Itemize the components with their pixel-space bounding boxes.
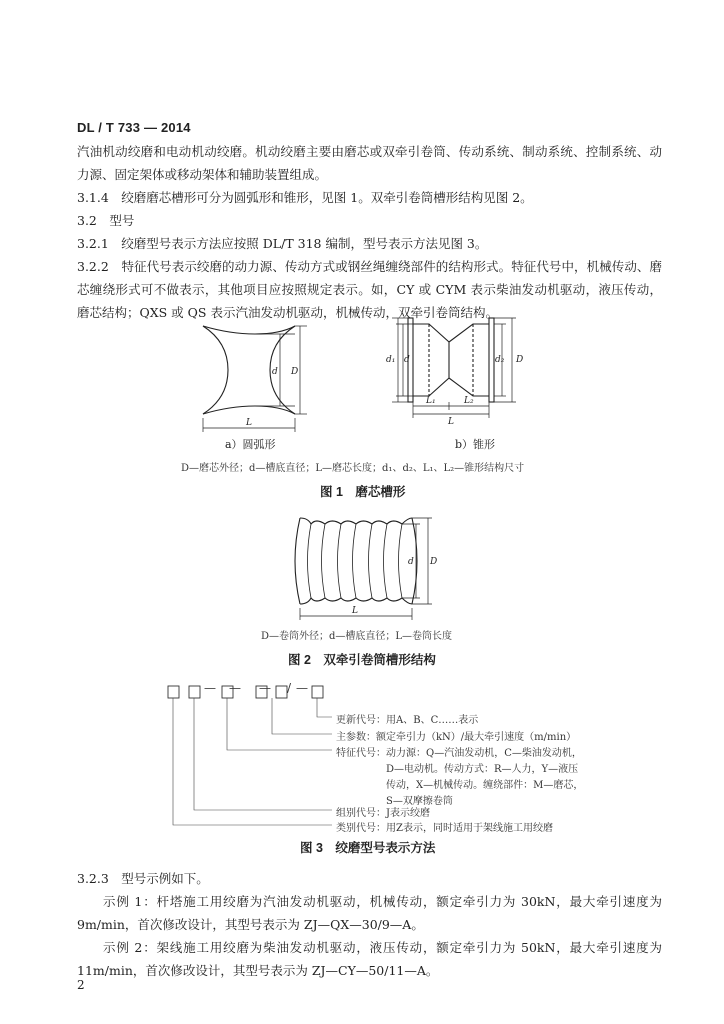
clause-3-2-3: 3.2.3 型号示例如下。 bbox=[77, 871, 209, 886]
fig1b-label-d1: d₁ bbox=[386, 355, 396, 365]
fig3-sep-2: — bbox=[229, 681, 241, 695]
drum-groove-shape bbox=[295, 518, 417, 604]
fig3-ann-feature-2: D—电动机。传动方式：R—人力，Y—液压 bbox=[386, 764, 579, 775]
fig3-sep-3: — bbox=[259, 681, 271, 695]
example-1: 示例 1：杆塔施工用绞磨为汽油发动机驱动，机械传动，额定牵引力为 30kN，最大牵引速度为 9m/min，首次修改设计，其型号表示为 ZJ—QX—30/9—A。 bbox=[77, 894, 662, 932]
document-header: DL / T 733 — 2014 bbox=[77, 120, 191, 135]
fig3-ann-feature: 特征代号：动力源：Q—汽油发动机，C—柴油发动机， bbox=[336, 748, 582, 759]
fig3-sep-slash: / bbox=[287, 681, 292, 695]
fig3-ann-feature-3: 传动，X—机械传动。缠绕部件：M—磨芯， bbox=[386, 780, 584, 791]
fig2-label-L: L bbox=[352, 606, 358, 616]
code-box-update bbox=[312, 686, 323, 698]
fig1a-label-d: d bbox=[272, 367, 278, 377]
fig1-sub-b: b）锥形 bbox=[455, 438, 496, 451]
code-box-group bbox=[189, 686, 200, 698]
fig3-ann-main-param: 主参数：额定牵引力（kN）/最大牵引速度（m/min） bbox=[336, 732, 577, 743]
figure2-drawing bbox=[280, 510, 450, 630]
fig3-ann-group: 组别代号：J表示绞磨 bbox=[336, 808, 431, 819]
fig1a-label-D: D bbox=[291, 367, 299, 377]
fig1-sub-a: a）圆弧形 bbox=[225, 438, 276, 451]
fig1-title: 图 1 磨芯槽形 bbox=[320, 485, 406, 499]
clause-3-2: 3.2 型号 bbox=[77, 213, 135, 228]
fig1-legend: D—磨芯外径；d—槽底直径；L—磨芯长度；d₁、d₂、L₁、L₂—锥形结构尺寸 bbox=[181, 463, 525, 474]
cone-core-shape bbox=[408, 318, 494, 402]
fig2-label-D: D bbox=[430, 557, 438, 567]
fig1a-label-L: L bbox=[246, 418, 252, 428]
page-number: 2 bbox=[77, 978, 85, 992]
arc-core-shape bbox=[203, 326, 295, 414]
fig3-ann-update: 更新代号：用A、B、C……表示 bbox=[336, 715, 479, 726]
fig1b-label-d2: d₂ bbox=[495, 355, 505, 365]
clause-3-2-1: 3.2.1 绞磨型号表示方法应按照 DL/T 318 编制，型号表示方法见图 3。 bbox=[77, 236, 488, 251]
code-box-param2 bbox=[276, 686, 287, 698]
fig1b-label-L1: L₁ bbox=[426, 396, 436, 406]
clause-3-2-2: 3.2.2 特征代号表示绞磨的动力源、传动方式或钢丝绳缠绕部件的结构形式。特征代号中，机械传动、磨芯缠绕形式可不做表示，其他项目应按照规定表示。如，CY 或 CYM 表示柴油发动机驱动，液压传动，磨芯结构；QXS 或 QS 表示汽油发动机驱动，机械传动，双牵引卷筒结构。 bbox=[77, 259, 662, 320]
fig1b-label-L: L bbox=[448, 417, 454, 427]
fig1b-label-L2: L₂ bbox=[464, 396, 474, 406]
fig2-legend: D—卷筒外径；d—槽底直径；L—卷筒长度 bbox=[261, 631, 453, 642]
fig1b-label-d: d bbox=[404, 355, 410, 365]
fig1b-label-D: D bbox=[516, 355, 524, 365]
clause-3-1-4: 3.1.4 绞磨磨芯槽形可分为圆弧形和锥形，见图 1。双牵引卷筒槽形结构见图 2。 bbox=[77, 190, 533, 205]
code-box-category bbox=[168, 686, 179, 698]
fig2-title: 图 2 双牵引卷筒槽形结构 bbox=[288, 653, 436, 667]
paragraph-intro: 汽油机动绞磨和电动机动绞磨。机动绞磨主要由磨芯或双牵引卷筒、传动系统、制动系统、控制系统、动力源、固定架体或移动架体和辅助装置组成。 bbox=[77, 144, 662, 182]
fig3-ann-feature-4: S—双摩擦卷筒 bbox=[386, 796, 453, 807]
figure1-drawing bbox=[170, 310, 560, 440]
fig3-ann-category: 类别代号：用Z表示，同时适用于架线施工用绞磨 bbox=[336, 823, 553, 834]
example-2: 示例 2：架线施工用绞磨为柴油发动机驱动，液压传动，额定牵引力为 50kN，最大牵引速度为 11m/min，首次修改设计，其型号表示为 ZJ—CY—50/11—A。 bbox=[77, 940, 662, 978]
fig2-label-d: d bbox=[408, 557, 414, 567]
fig3-sep-4: — bbox=[296, 681, 308, 695]
fig3-sep-1: — bbox=[204, 681, 216, 695]
fig3-title: 图 3 绞磨型号表示方法 bbox=[300, 841, 436, 855]
